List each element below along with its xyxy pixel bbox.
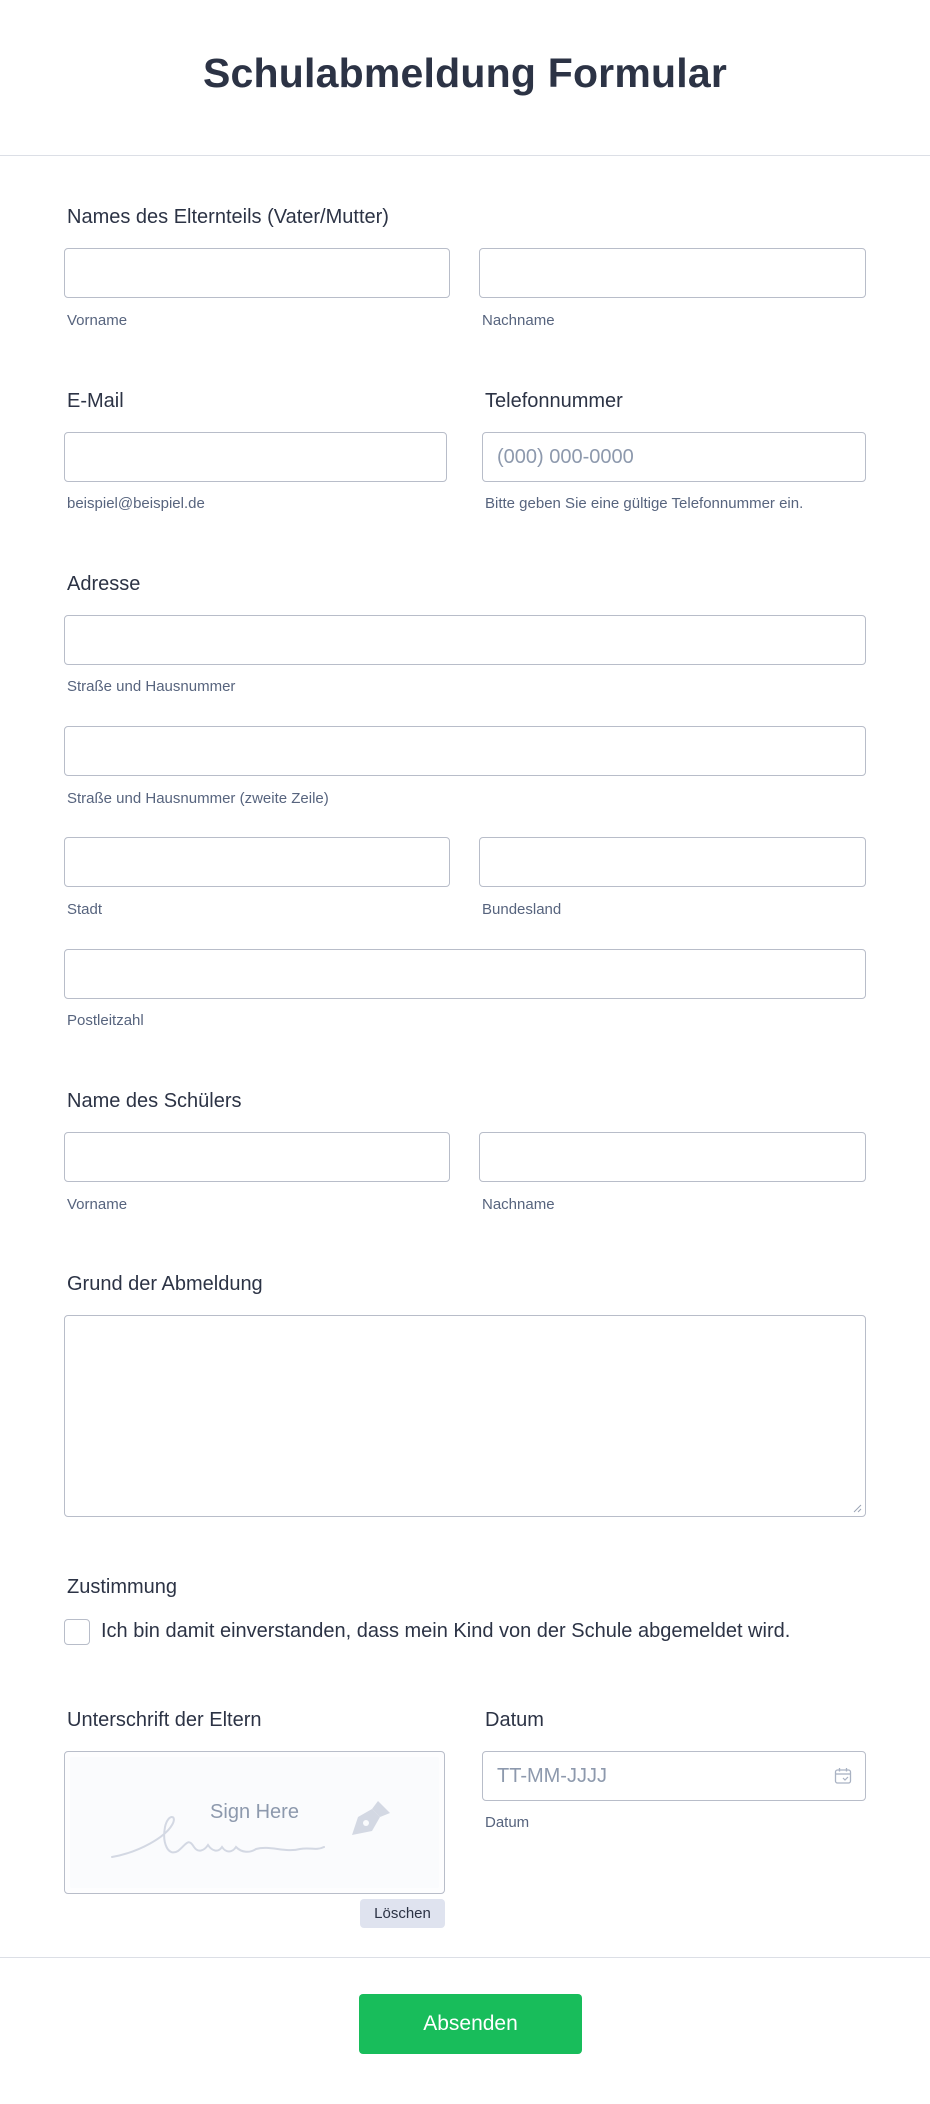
- zip-sublabel: Postleitzahl: [67, 1012, 144, 1029]
- signature-placeholder: Sign Here: [210, 1801, 299, 1823]
- zip-input[interactable]: [64, 949, 866, 999]
- date-placeholder: TT-MM-JJJJ: [497, 1765, 607, 1787]
- phone-sublabel: Bitte geben Sie eine gültige Telefonnummer ein.: [485, 495, 804, 512]
- street-input[interactable]: [64, 615, 866, 665]
- student-name-label: Name des Schülers: [67, 1090, 242, 1112]
- date-label: Datum: [485, 1709, 544, 1731]
- student-first-name-input[interactable]: [64, 1132, 450, 1182]
- signature-canvas[interactable]: [70, 1757, 439, 1888]
- form-header: [0, 0, 930, 156]
- email-sublabel: beispiel@beispiel.de: [67, 495, 205, 512]
- email-label: E-Mail: [67, 390, 124, 412]
- student-last-name-sublabel: Nachname: [482, 1196, 555, 1213]
- phone-input[interactable]: [482, 432, 866, 482]
- city-sublabel: Stadt: [67, 901, 103, 918]
- submit-button[interactable]: Absenden: [359, 1994, 582, 2054]
- footer-divider: [0, 1957, 930, 1958]
- address-label: Adresse: [67, 573, 141, 595]
- student-last-name-input[interactable]: [479, 1132, 866, 1182]
- parent-first-name-sublabel: Vorname: [67, 312, 128, 329]
- calendar-icon[interactable]: [834, 1767, 852, 1785]
- date-input[interactable]: [482, 1751, 866, 1801]
- street2-sublabel: Straße und Hausnummer (zweite Zeile): [67, 790, 329, 807]
- clear-signature-button[interactable]: Löschen: [360, 1899, 445, 1928]
- parent-last-name-input[interactable]: [479, 248, 866, 298]
- parent-first-name-input[interactable]: [64, 248, 450, 298]
- resize-handle-icon[interactable]: [852, 1503, 862, 1513]
- state-sublabel: Bundesland: [482, 901, 562, 918]
- state-input[interactable]: [479, 837, 866, 887]
- phone-label: Telefonnummer: [485, 390, 623, 412]
- student-first-name-sublabel: Vorname: [67, 1196, 128, 1213]
- pen-nib-icon: [348, 1797, 394, 1839]
- street-sublabel: Straße und Hausnummer: [67, 678, 236, 695]
- consent-checkbox[interactable]: [64, 1619, 90, 1645]
- signature-pad[interactable]: [64, 1751, 445, 1894]
- street2-input[interactable]: [64, 726, 866, 776]
- city-input[interactable]: [64, 837, 450, 887]
- reason-label: Grund der Abmeldung: [67, 1273, 263, 1295]
- date-sublabel: Datum: [485, 1814, 530, 1831]
- page-title: Schulabmeldung Formular: [203, 50, 727, 96]
- reason-textarea[interactable]: [64, 1315, 866, 1517]
- signature-label: Unterschrift der Eltern: [67, 1709, 262, 1731]
- email-input[interactable]: [64, 432, 447, 482]
- consent-checkbox-text[interactable]: Ich bin damit einverstanden, dass mein Kind von der Schule abgemeldet wird.: [101, 1620, 791, 1642]
- parent-name-label: Names des Elternteils (Vater/Mutter): [67, 206, 389, 228]
- consent-label: Zustimmung: [67, 1576, 178, 1598]
- phone-placeholder: (000) 000-0000: [497, 446, 634, 468]
- parent-last-name-sublabel: Nachname: [482, 312, 555, 329]
